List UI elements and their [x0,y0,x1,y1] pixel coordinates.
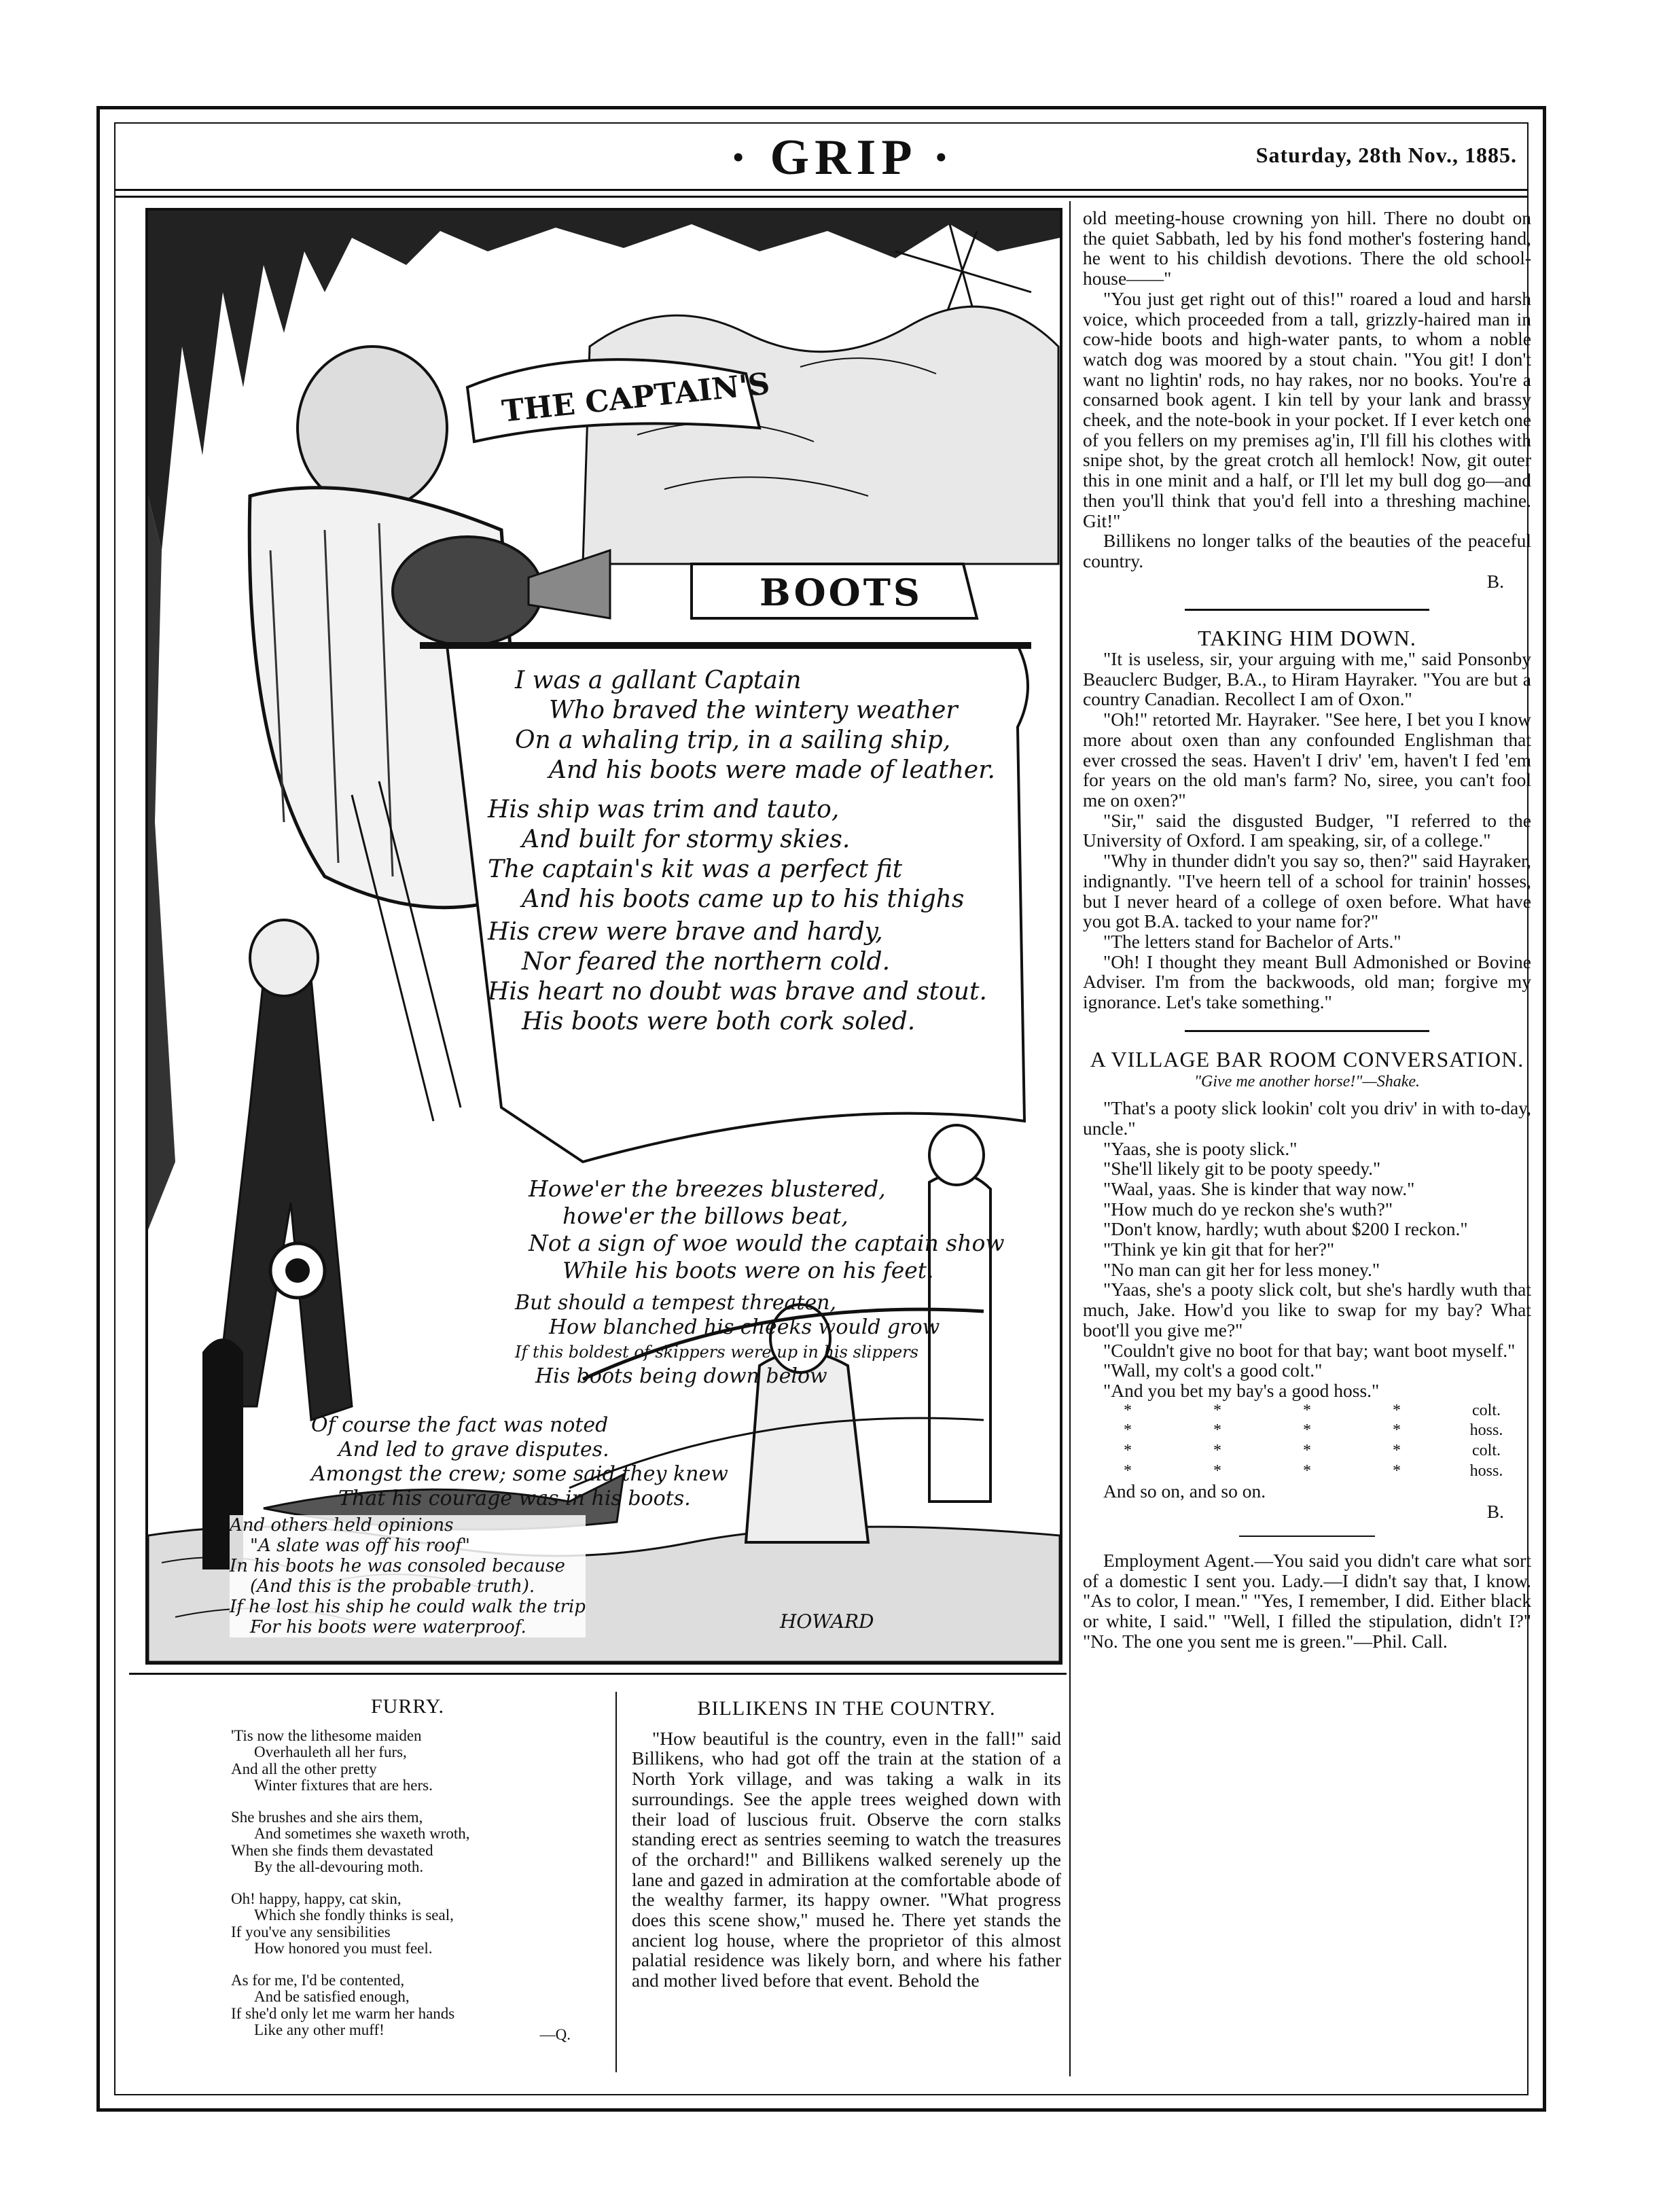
billikens-article [632,1699,1061,1991]
poem-stanza-1 [515,666,995,785]
asterisk-row: * * * * colt. [1124,1442,1501,1460]
column-rule-lower [615,1692,617,2072]
furry-stanza: Oh! happy, happy, cat skin, Which she fondly thinks is seal, If you've any sensibilities How honored you must feel. [231,1889,454,1957]
header-rule-bottom [114,196,1529,198]
taking-him-down-title: TAKING HIM DOWN. [1198,626,1416,651]
masthead-title: · GRIP · [730,130,955,185]
poem-line: (And this is the probable truth). [250,1576,535,1597]
village-paragraph: "She'll likely git to be pooty speedy." [1103,1158,1381,1179]
poem-line: While his boots were on his feet. [562,1257,934,1283]
asterisk-row: * * * * hoss. [1124,1421,1503,1440]
taking-paragraph: "It is useless, sir, your arguing with me," said Ponsonby Beauclerc Budger, B.A., to Hiram Hayraker. "You are but a country Canadian. Recollect I am of Oxon." [1083,648,1531,710]
banner-boots: BOOTS [759,571,923,614]
poem-line: Not a sign of woe would the captain show [529,1230,1005,1256]
dateline: Saturday, 28th Nov., 1885. [1255,143,1517,167]
poem-line: His crew were brave and hardy, [488,918,883,946]
village-paragraph: "That's a pooty slick lookin' colt you driv' in with to-day, uncle." [1083,1097,1531,1139]
poem-line: But should a tempest threaten, [515,1291,837,1315]
taking-paragraph: "Oh! I thought they meant Bull Admonished or Bovine Adviser. I'm from the backwoods, old man; forgive my ignorance. Let's take something." [1083,951,1531,1013]
poem-line: The captain's kit was a perfect fit [488,855,903,883]
furry-stanza: 'Tis now the lithesome maiden Overhauleth all her furs, And all the other pretty Winter fixtures that are hers. [231,1726,433,1794]
billikens-title: BILLIKENS IN THE COUNTRY. [697,1697,996,1720]
billikens-text: "How beautiful is the country, even in the fall!" said Billikens, who had got off the train at the station of a North York village, and was taking a walk in its surroundings. See the apple trees weighed down with their load of luscious fruit. Observe the corn stalks standing erect as sentries seeming to watch the treasures of the orchard!" and Billikens walked serenely up the lane and gazed in admiration at the comfortable abode of the wealthy farmer, its happy owner. "What progress does this scene show," mused he. There yet stands the ancient log house, where the proprietor of this almost palatial residence was likely born, and where his father and mother lived before that event. Behold the [632,1727,1061,1991]
poem-line: His boots being down below [535,1364,827,1388]
billikens-paragraph: "You just get right out of this!" roared a loud and harsh voice, which proceeded from a tall, grizzly-haired man in cow-hide boots and high-water pants, to whom a noble watch dog was moored by a stout chain. "You git! I don't want no lightin' rods, no hay rakes, nor no books. You're a consarned book agent. I kin tell by your lank and brassy cheek, and the note-book in your pocket. If I ever ketch one of you fellers on my premises ag'in, I'll fill his clothes with snipe shot, by the great crotch all hemlock! Now, git outer this in one minit and a half, or I'll let my bull dog go—and then you'll think that you'd fell into a threshing machine. Git!" [1083,287,1531,531]
poem-line: howe'er the billows beat, [562,1203,848,1229]
village-paragraph: "Yaas, she's a pooty slick colt, but she's hardly wuth that much, Jake. How'd you like to swap for my bay? What boot'll you give me?" [1083,1279,1531,1341]
village-bar-room-title: A VILLAGE BAR ROOM CONVERSATION. [1090,1046,1524,1071]
poem-line: How blanched his cheeks would grow [549,1315,940,1339]
taking-paragraph: "Why in thunder didn't you say so, then?" said Hayraker, indignantly. "I've heern tell of a school for trainin' hosses, but I never heard of a college of oxen before. What have you got B.A. tacked to your name for?" [1083,850,1531,932]
poem-line: And his boots came up to his thighs [522,885,965,913]
column-rule-right [1069,201,1071,2076]
village-paragraph: "And you bet my bay's a good hoss." [1103,1379,1380,1401]
furry-stanza: As for me, I'd be contented, And be satisfied enough, If she'd only let me warm her hands Like any other muff! [231,1971,455,2038]
poem-stanza-5 [515,1291,940,1389]
section-rule [1185,1030,1429,1032]
village-paragraph: "Wall, my colt's a good colt." [1103,1360,1323,1381]
lower-section-rule [129,1673,1067,1675]
furry-poem [231,1695,584,2043]
section-rule [1239,1536,1375,1537]
poem-line: On a whaling trip, in a sailing ship, [515,726,951,754]
employment-agent-item: Employment Agent.—You said you didn't care what sort of a domestic I sent you. Lady.—I didn't say that, I know. "As to color, I mean." "Yes, I remember, I did. Either black or white, I said." "Well, I filled the stipulation, didn't I?" "No. The one you sent me is green."—Phil. Call. [1083,1549,1531,1652]
poem-stanza-7 [230,1515,586,1637]
taking-paragraph: "The letters stand for Bachelor of Arts." [1103,930,1401,952]
village-paragraph: "No man can git her for less money." [1103,1258,1380,1280]
captains-boots-illustration [145,208,1062,1665]
taking-paragraph: "Sir," said the disgusted Budger, "I referred to the University of Oxford. I am speaking, sir, of a college." [1083,809,1531,851]
village-paragraph: "How much do ye reckon she's wuth?" [1103,1198,1393,1220]
village-end: And so on, and so on. [1103,1480,1266,1502]
poem-line: Nor feared the northern cold. [522,948,891,976]
poem-line: "A slate was off his roof" [250,1536,470,1556]
poem-stanza-6 [311,1413,728,1511]
billikens-initial: B. [1486,570,1504,592]
poem-line: In his boots he was consoled because [230,1556,565,1576]
poem-line: And others held opinions [230,1515,454,1536]
village-paragraph: "Waal, yaas. She is kinder that way now." [1103,1177,1415,1199]
right-column [1083,208,1531,1651]
header-rule-top [114,189,1529,191]
poem-line: I was a gallant Captain [515,667,802,694]
poem-line: His ship was trim and tauto, [488,796,840,823]
asterisk-row: * * * * hoss. [1124,1461,1503,1480]
poem-line: If he lost his ship he could walk the trip [230,1597,586,1617]
banner-captains: THE CAPTAIN'S [500,366,772,429]
poem-line: That his courage was in his boots. [338,1487,691,1510]
poem-line: Howe'er the breezes blustered, [529,1175,886,1202]
village-initial: B. [1486,1501,1504,1523]
village-paragraph: "Yaas, she is pooty slick." [1103,1137,1298,1159]
poem-line: Who braved the wintery weather [549,696,958,724]
village-paragraph: "Think ye kin git that for her?" [1103,1239,1335,1260]
billikens-continued: old meeting-house crowning yon hill. There no doubt on the quiet Sabbath, led by his fond mother's fostering hand, he went to his childish devotions. There the old school-house——" [1083,207,1531,289]
furry-title: FURRY. [370,1695,444,1718]
furry-signature: —Q. [539,2025,571,2043]
poem-stanza-2 [488,795,964,915]
billikens-paragraph: Billikens no longer talks of the beauties of the peaceful country. [1083,530,1531,571]
poem-line: Amongst the crew; some said they knew [311,1462,728,1486]
poem-line: And led to grave disputes. [338,1438,609,1461]
asterisk-row: * * * * colt. [1124,1401,1501,1419]
poem-line: Of course the fact was noted [311,1413,609,1437]
illustrator-signature: HOWARD [780,1610,874,1633]
poem-line: His heart no doubt was brave and stout. [488,978,987,1006]
poem-line: And built for stormy skies. [522,826,851,853]
village-paragraph: "Couldn't give no boot for that bay; want boot myself." [1103,1339,1516,1361]
poem-line: And his boots were made of leather. [549,756,995,784]
section-rule [1185,609,1429,611]
village-paragraph: "Don't know, hardly; wuth about $200 I reckon." [1103,1218,1468,1240]
taking-paragraph: "Oh!" retorted Mr. Hayraker. "See here, I bet you I know more about oxen than any confounded Englishman that ever crossed the seas. Haven't I driv' 'em, haven't I fed 'em for years on the old man's farm? No, siree, you can't fool me on oxen?" [1083,709,1531,811]
poem-stanza-4 [529,1175,1005,1284]
village-motto: "Give me another horse!"—Shake. [1194,1073,1420,1091]
poem-stanza-3 [488,917,987,1037]
poem-line: For his boots were waterproof. [250,1617,526,1637]
poem-line: If this boldest of skippers were up in his slippers [515,1343,918,1362]
poem-line: His boots were both cork soled. [522,1008,916,1035]
furry-stanza: She brushes and she airs them, And sometimes she waxeth wroth, When she finds them devastated By the all-devouring moth. [231,1808,470,1875]
